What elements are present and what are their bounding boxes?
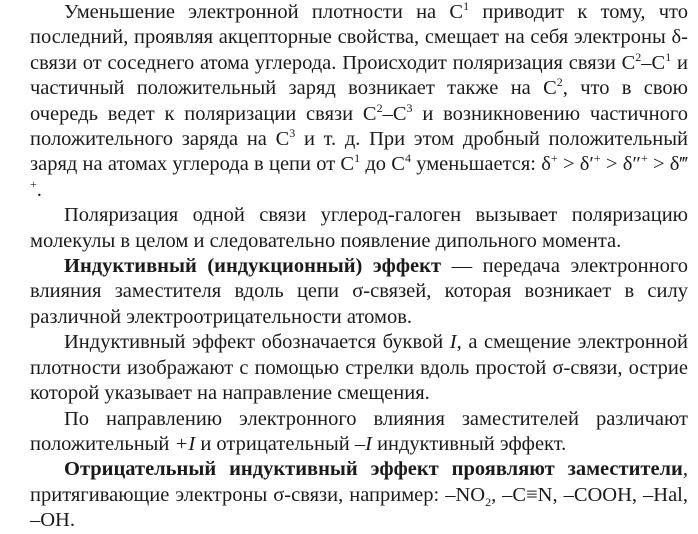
text-segment: и возникновению частичного положительного заряда на С [30,102,688,151]
text-segment: > δ″ [600,153,641,176]
superscript: 3 [289,126,296,141]
text-segment: — передача электронного влияния заместителя вдоль цепи σ-связей, которая возникает в силу различной электроотрицательности атомов. [30,255,688,328]
text-segment: , притягивающие электроны σ-связи, например: –NO [30,458,688,506]
superscript: 2 [635,49,642,64]
italic-symbol: +I [174,432,196,455]
text-segment: Поляризация одной связи углерод-галоген вызывает поляризацию молекулы в целом и следовательно появление дипольного момента. [30,204,688,252]
paragraph-electron-density [30,0,688,203]
superscript: 3 [406,100,413,115]
text-segment: и т. д. При этом дробный положительный заряд на атомах углерода в цепи от С [30,128,688,176]
italic-symbol: I [449,331,457,354]
text-segment: уменьшается: δ [410,153,551,176]
text-segment: По направлению электронного влияния заместителей различают положительный [30,407,688,455]
superscript: 4 [404,151,411,166]
paragraph-polarization [30,203,688,254]
text-segment: Уменьшение электронной плотности на С [64,1,464,23]
text-segment: Индуктивный эффект обозначается буквой [64,331,450,354]
text-segment: . [36,178,42,201]
superscript: 1 [354,151,361,166]
subscript: 2 [485,494,492,509]
superscript: + [30,177,37,192]
paragraph-negative-inductive [30,457,688,533]
text-segment: и отрицательный [195,432,355,455]
text-segment: –С [641,51,666,74]
superscript: + [593,151,601,166]
text-segment: , что в свою очередь ведет к поляризации связи С [30,77,688,125]
superscript: 2 [556,75,563,90]
superscript: + [640,151,648,166]
term-heading: Индуктивный (индукционный) эффект [64,255,442,278]
text-segment: приводит к тому, что последний, проявляя акцепторные свойства, смещает на себя электроны δ-связи от соседнего атома углерода. Происходит поляризация связи С [30,1,688,74]
text-segment: и частичный положительный заряд возникает также на С [30,51,688,100]
term-heading: Отрицательный индуктивный эффект проявляют заместители [64,458,683,481]
text-segment: –С [382,102,407,125]
paragraph-inductive-direction [30,407,688,458]
text-segment: , –C≡N, –COOH, –Hal, –OH. [30,483,688,532]
text-segment: индуктивный эффект. [371,432,567,455]
italic-symbol: –I [354,432,372,455]
paragraph-inductive-definition [30,254,688,330]
text-segment: > δ‴ [647,153,688,176]
text-segment: , а смещение электронной плотности изображают с помощью стрелки вдоль простой σ-связи, острие которой указывает на направление смещения. [30,331,688,405]
superscript: 1 [463,0,470,14]
superscript: + [550,151,558,166]
paragraph-inductive-notation [30,330,688,406]
superscript: 1 [665,49,672,64]
text-segment: > δ′ [557,153,594,176]
superscript: 2 [376,100,383,115]
text-segment: до С [360,153,405,176]
document-page [30,0,688,534]
